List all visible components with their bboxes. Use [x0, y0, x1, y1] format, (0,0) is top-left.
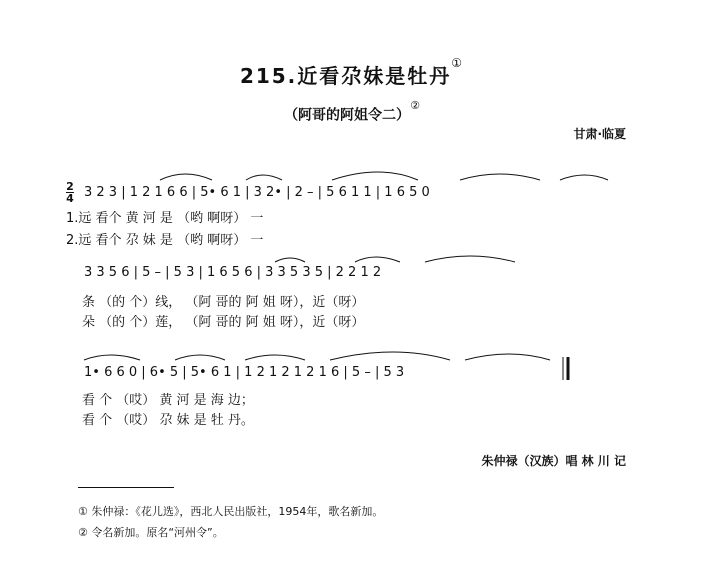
song-subtitle-text: （阿哥的阿姐令二） — [284, 107, 411, 124]
region-label: 甘肃·临夏 — [573, 127, 626, 141]
slur-mark — [332, 172, 418, 180]
lyric-line-1-verse-2: 2.远 看个 尕 妹 是 （哟 啊呀） 一 — [66, 233, 264, 248]
footnote-1: ① 朱仲禄：《花儿选》，西北人民出版社，1954年，歌名新加。 — [78, 505, 384, 518]
notation-line-1: 3 2 3 | 1 2 1 6 6 | 5• 6 1 | 3 2• | 2 – | 5 6 1 1 | 1 6 5 0 — [84, 185, 430, 200]
lyric-line-2-verse-1: 条 （的 个）线， （阿 哥的 阿 姐 呀），近（呀） — [82, 295, 365, 310]
time-signature-bottom: 4 — [66, 192, 74, 205]
notation-line-3: 1• 6 6 0 | 6• 5 | 5• 6 1 | 1 2 1 2 1 2 1 6 | 5 – | 5 3 — [84, 365, 405, 380]
lyric-line-3-verse-1: 看 个 （哎） 黄 河 是 海 边； — [82, 393, 254, 408]
slur-mark — [330, 352, 450, 360]
slur-mark — [465, 354, 550, 360]
slur-mark — [275, 258, 305, 262]
notation-line-2: 3 3 5 6 | 5 – | 5 3 | 1 6 5 6 | 3 3 5 3 5 | 2 2 1 2 — [84, 265, 382, 280]
slur-mark — [245, 355, 305, 360]
subtitle-footnote-mark: ② — [410, 99, 420, 112]
lyric-line-3-verse-2: 看 个 （哎） 尕 妹 是 牡 丹。 — [82, 413, 254, 428]
slur-mark — [425, 256, 515, 262]
slur-mark — [246, 175, 282, 180]
lyric-line-1-verse-1: 1.远 看个 黄 河 是 （哟 啊呀） 一 — [66, 211, 264, 226]
time-signature-top: 2 — [66, 180, 74, 193]
slur-mark — [160, 174, 212, 180]
slur-mark — [84, 355, 140, 360]
song-title-text: 215.近看尕妹是牡丹 — [239, 64, 452, 88]
slur-mark — [460, 174, 540, 180]
performer-credit: 朱仲禄（汉族）唱 林 川 记 — [481, 454, 626, 468]
title-footnote-mark: ① — [451, 56, 465, 70]
slur-mark — [560, 175, 608, 180]
slur-mark — [175, 355, 225, 360]
lyric-line-2-verse-2: 朵 （的 个）莲， （阿 哥的 阿 姐 呀），近（呀） — [82, 315, 365, 330]
footnote-divider — [78, 487, 174, 488]
footnote-2: ② 令名新加。原名“河州令”。 — [78, 526, 224, 539]
slur-mark — [355, 257, 400, 262]
